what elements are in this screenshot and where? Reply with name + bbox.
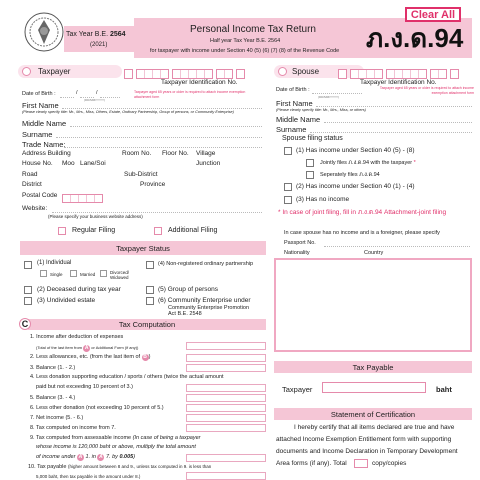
for-taxpayer-label: for taxpayer with income under Section 40 (5) (6) (7) (8) of the Revenue Code xyxy=(150,48,340,54)
tax-computation-header xyxy=(28,319,266,330)
comp-line-7: 7. Net income (5. - 6.) xyxy=(30,415,84,421)
trade-name-field[interactable] xyxy=(64,147,262,148)
nationality-label: Nationality xyxy=(284,250,310,256)
clear-all-button[interactable]: Clear All xyxy=(405,7,461,22)
cert-line-4: Area forms (if any). Total xyxy=(276,460,347,467)
status-community-line2: Community Enterprise Promotion xyxy=(168,305,250,311)
status-community-label: (6) Community Enterprise under xyxy=(158,297,251,304)
spouse-f3-checkbox[interactable] xyxy=(284,196,292,204)
comp-line-10b: 5,000 baht, then tax payable is the amount under 8.) xyxy=(36,474,141,479)
comp-line-9c: of income under A 1. in A 7. by 0.005) xyxy=(36,454,136,460)
taxpayer-status-header xyxy=(20,241,266,255)
postal-code-label: Postal Code xyxy=(22,192,58,199)
amount-box-1[interactable] xyxy=(186,342,266,350)
spouse-joint-note: * In case of joint filing, fill in ภ.ง.ด.94 Attachment-joint filing xyxy=(278,209,447,216)
status-nonreg-partnership-label: (4) Non-registered ordinary partnership xyxy=(158,261,254,267)
road-label: Road xyxy=(22,171,38,178)
comp-line-9: 9. Tax computed from assessable income (In case of being a taxpayer xyxy=(30,435,201,441)
certification-title: Statement of Certification xyxy=(330,410,416,419)
cert-line-2: attached Income Exemption Entitlement form with supporting xyxy=(276,436,452,443)
spouse-tab[interactable]: Spouse xyxy=(292,67,320,76)
comp-line-1: 1. Income after deduction of expenses xyxy=(30,334,124,340)
room-no-label: Room No. xyxy=(122,150,152,157)
tax-year-ad: (2021) xyxy=(90,42,108,48)
spouse-filing-status-label: Spouse filing status xyxy=(282,135,343,142)
house-no-label: House No. xyxy=(22,160,53,167)
spouse-radio[interactable] xyxy=(278,67,287,76)
province-label: Province xyxy=(140,181,166,188)
circle-a-icon-2: A xyxy=(78,454,83,460)
copies-input[interactable] xyxy=(354,459,368,468)
spouse-joint-label: Jointly files ภ.ง.ด.94 with the taxpayer * xyxy=(320,160,416,166)
comp-line-4: 4. Less donation supporting education / sports / others (twice the actual amount xyxy=(30,374,224,380)
passport-label: Passport No. xyxy=(284,240,316,246)
amount-box-6[interactable] xyxy=(186,404,266,412)
regular-filing-label: Regular Filing xyxy=(72,227,116,234)
divorced-checkbox[interactable] xyxy=(100,270,107,277)
single-checkbox[interactable] xyxy=(40,270,47,277)
spouse-f2-checkbox[interactable] xyxy=(284,183,292,191)
comp-line-5: 5. Balance (3. - 4.) xyxy=(30,395,76,401)
comp-line-3: 3. Balance (1. - 2.) xyxy=(30,365,76,371)
circle-a-icon-3: A xyxy=(99,454,103,460)
tax-payable-header xyxy=(274,361,472,373)
spouse-first-name-label: First Name xyxy=(276,99,313,108)
spouse-dob-hint: (DD/MM/YYYY) xyxy=(318,95,339,99)
status-individual-label: (1) Individual xyxy=(37,260,72,266)
married-label: Married xyxy=(80,272,96,277)
spouse-tin-boxes[interactable] xyxy=(338,66,474,76)
spouse-attachment-area[interactable] xyxy=(274,258,472,352)
website-note: (Please specify your business website address) xyxy=(48,214,143,219)
country-label: Country xyxy=(364,250,384,256)
status-individual-checkbox[interactable] xyxy=(24,261,32,269)
spouse-separate-label: Seperately files ภ.ง.ด.94 xyxy=(320,172,380,178)
district-label: District xyxy=(22,181,42,188)
spouse-first-name-field[interactable] xyxy=(316,106,472,107)
dob-day-line[interactable] xyxy=(60,97,74,98)
tax-year-label: Tax Year B.E. 2564 xyxy=(66,31,126,38)
comp-line-1b: (Total of the last item from A or Additional Form (if any)) xyxy=(36,345,139,351)
comp-line-6: 6. Less other donation (not exceeding 10 percent of 5.) xyxy=(30,405,164,411)
cert-copies-label: copy/copies xyxy=(372,460,407,467)
dob-note: Taxpayer aged 65 years or older is required to attach income exemption attachment form xyxy=(134,90,246,99)
spouse-middle-name-field[interactable] xyxy=(324,122,472,123)
spouse-f3-label: (3) Has no income xyxy=(296,196,350,203)
spouse-f2-label: (2) Has income under Section 40 (1) - (4) xyxy=(296,183,415,190)
postal-code-boxes[interactable] xyxy=(62,190,104,199)
address-building-label: Address Building xyxy=(22,150,71,157)
status-undivided-estate-label: (3) Undivided estate xyxy=(37,297,96,304)
cert-line-3: documents and Income Declaration in Temporary Development xyxy=(276,448,458,455)
payable-amount-box[interactable] xyxy=(322,382,426,393)
comp-line-8: 8. Tax computed on income from 7. xyxy=(30,425,116,431)
surname-label: Surname xyxy=(22,130,53,139)
amount-box-8[interactable] xyxy=(186,424,266,432)
comp-line-4b: paid but not exceeding 10 percent of 3.) xyxy=(36,384,133,390)
spouse-surname-field[interactable] xyxy=(310,132,472,133)
rd-logo xyxy=(24,12,64,52)
middle-name-label: Middle Name xyxy=(22,119,67,128)
comp-line-9b: whose income is 120,000 baht or above, multiply the total amount xyxy=(36,444,196,450)
taxpayer-status-title: Taxpayer Status xyxy=(116,244,170,253)
first-name-field[interactable] xyxy=(62,108,262,109)
circle-b-icon: B xyxy=(143,354,147,360)
dob-sep-2: / xyxy=(96,90,98,96)
taxpayer-tab[interactable]: Taxpayer xyxy=(38,67,71,76)
single-label: Single xyxy=(50,272,63,277)
payable-taxpayer-label: Taxpayer xyxy=(282,385,313,394)
status-community-checkbox[interactable] xyxy=(146,297,154,305)
comp-line-2: 2. Less allowances, etc. (from the last item of B ) xyxy=(30,354,151,360)
first-name-label: First Name xyxy=(22,101,59,110)
taxpayer-radio[interactable] xyxy=(22,67,31,76)
cert-line-1: I hereby certify that all items declared are true and have xyxy=(294,424,455,431)
taxpayer-tin-label: Taxpayer Identification No. xyxy=(161,79,238,86)
comp-line-10: 10. Tax payable (higher amount between 8 and 9., unless tax computed in 9. is less than xyxy=(28,464,212,470)
amount-box-2[interactable] xyxy=(186,354,266,362)
status-group-label: (5) Group of persons xyxy=(158,286,218,293)
form-code: ภ.ง.ด.94 xyxy=(366,23,464,53)
dob-sep-1: / xyxy=(76,90,78,96)
tax-computation-title: Tax Computation xyxy=(118,320,176,329)
amount-box-7[interactable] xyxy=(186,414,266,422)
section-c-letter: C xyxy=(21,319,29,329)
half-year-label: Half year Tax Year B.E. 2564 xyxy=(210,38,281,44)
trade-name-label: Trade Name: xyxy=(22,140,66,149)
status-undivided-estate-checkbox[interactable] xyxy=(24,297,32,305)
status-deceased-checkbox[interactable] xyxy=(24,286,32,294)
dob-label: Date of Birth : xyxy=(22,91,56,97)
village-label: Village xyxy=(196,150,216,157)
amount-box-10[interactable] xyxy=(186,472,266,480)
spouse-name-note: (Please clearly specify title: Mr., Mrs., Miss, or others) xyxy=(276,108,366,112)
spouse-f1-label: (1) Has income under Section 40 (5) - (8) xyxy=(296,147,415,154)
payable-baht-label: baht xyxy=(436,385,452,394)
junction-label: Junction xyxy=(196,160,221,167)
circle-a-icon: A xyxy=(84,345,89,351)
spouse-dob-label: Date of Birth : xyxy=(276,87,310,93)
dob-hint: (DD/MM/YYYY) xyxy=(84,98,105,102)
certification-header xyxy=(274,408,472,420)
spouse-middle-name-label: Middle Name xyxy=(276,115,321,124)
spouse-surname-label: Surname xyxy=(276,125,307,134)
website-label: Website: xyxy=(22,205,48,212)
additional-filing-checkbox[interactable] xyxy=(154,227,162,235)
amount-box-9[interactable] xyxy=(186,454,266,462)
spouse-f1-checkbox[interactable] xyxy=(284,147,292,155)
page-title: Personal Income Tax Return xyxy=(190,24,316,35)
status-community-line3: Act B.E. 2548 xyxy=(168,311,202,317)
spouse-joint-checkbox[interactable] xyxy=(306,159,314,167)
section-c-badge xyxy=(19,318,31,330)
amount-box-5[interactable] xyxy=(186,394,266,402)
tax-year-value: 2564 xyxy=(109,31,126,38)
taxpayer-tin-boxes[interactable] xyxy=(124,66,272,76)
status-nonreg-partnership-checkbox[interactable] xyxy=(146,261,154,269)
spouse-dob-field[interactable] xyxy=(312,93,362,94)
married-checkbox[interactable] xyxy=(70,270,77,277)
additional-filing-label: Additional Filing xyxy=(168,227,218,234)
spouse-tin-label: Taxpayer Identification No. xyxy=(360,79,437,86)
moo-label: Moo xyxy=(62,160,75,167)
amount-box-3[interactable] xyxy=(186,364,266,372)
status-deceased-label: (2) Deceased during tax year xyxy=(37,286,121,293)
spouse-separate-checkbox[interactable] xyxy=(306,171,314,179)
tax-payable-title: Tax Payable xyxy=(352,363,394,372)
divorced-label: Divorced/ Widowed xyxy=(110,270,130,280)
spouse-foreigner-label: In case spouse has no income and is a foreigner, please specify xyxy=(284,230,440,236)
spouse-dob-note: Taxpayer aged 65 years or older is required to attach income exemption attachment form xyxy=(379,86,474,95)
regular-filing-checkbox[interactable] xyxy=(58,227,66,235)
middle-name-field[interactable] xyxy=(70,126,262,127)
website-field[interactable] xyxy=(52,212,262,213)
name-note: (Please clearly specify title: Mr., Mrs., Miss, Others, Estate, Ordinary Partnership, Group of persons, or Community Enterprise) xyxy=(22,110,234,114)
status-group-checkbox[interactable] xyxy=(146,286,154,294)
sub-district-label: Sub-District xyxy=(124,171,158,178)
passport-field[interactable] xyxy=(324,246,470,247)
surname-field[interactable] xyxy=(56,137,262,138)
lane-label: Lane/Soi xyxy=(80,160,106,167)
amount-box-4[interactable] xyxy=(186,384,266,392)
floor-no-label: Floor No. xyxy=(162,150,189,157)
